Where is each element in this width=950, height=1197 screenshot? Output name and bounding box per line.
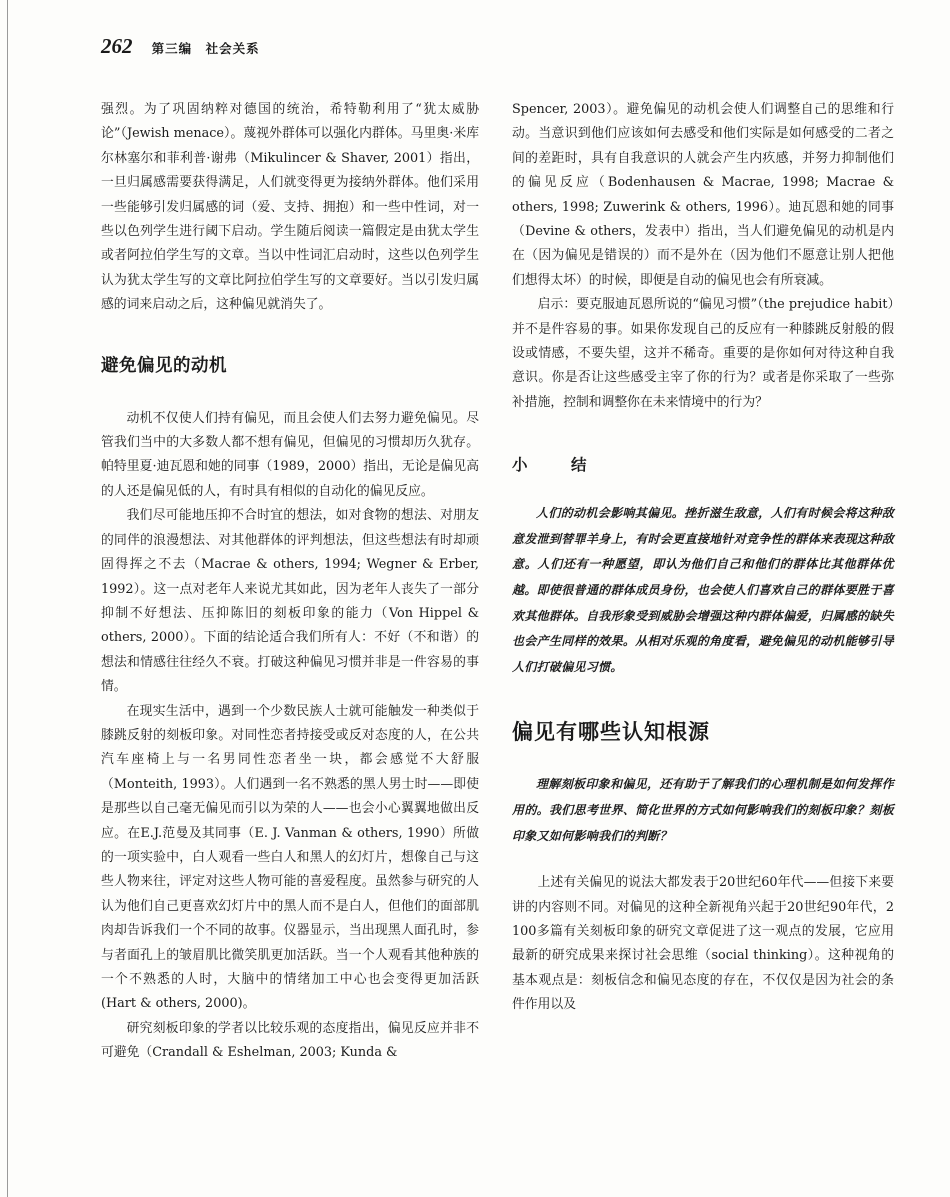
section-intro-text: 理解刻板印象和偏见，还有助于了解我们的心理机制是如何发挥作用的。我们思考世界、简化世界的方式如何影响我们的刻板印象？刻板印象又如何影响我们的判断？ [512, 777, 894, 843]
left-paragraph-4: 在现实生活中，遇到一个少数民族人士就可能触发一种类似于膝跳反射的刻板印象。对同性恋者持接受或反对态度的人，在公共汽车座椅上与一名男同性恋者坐一块，都会感觉不大舒服（Monteith, 1993）。人们遇到一名不熟悉的黑人男士时——即使是那些以自己毫无偏见而引以为荣的人——也会小心翼翼地做出反应。在E.J.范曼及其同事（E. J. Vanman & others, 1990）所做的一项实验中，白人观看一些白人和黑人的幻灯片，想像自己与这些人物来往，评定对这些人物可能的喜爱程度。虽然参与研究的人认为他们自己更喜欢幻灯片中的黑人而不是白人，但他们的面部肌肉却告诉我们一个不同的故事。仪器显示，当出现黑人面孔时，参与者面孔上的皱眉肌比微笑肌更加活跃。当一个人观看其他种族的一个不熟悉的人时，大脑中的情绪加工中心也会变得更加活跃(Hart & others, 2000)。 [101, 703, 479, 1012]
left-paragraph-1: 强烈。为了巩固纳粹对德国的统治，希特勒利用了“犹太威胁论”（Jewish menace）。蔑视外群体可以强化内群体。马里奥·米库尔林塞尔和菲利普·谢弗（Mikulincer & Shaver, 2001）指出，一旦归属感需要获得满足，人们就变得更为接纳外群体。他们采用一些能够引发归属感的词（爱、支持、拥抱）和一些中性词，对一些以色列学生进行阈下启动。学生随后阅读一篇假定是由犹太学生或者阿拉伯学生写的文章。当以中性词汇启动时，这些以色列学生认为犹太学生写的文章比阿拉伯学生写的文章要好。当以引发归属感的词来启动之后，这种偏见就消失了。 [101, 102, 479, 313]
section-heading-cognitive: 偏见有哪些认知根源 [512, 720, 710, 745]
right-paragraph-1: Spencer, 2003）。避免偏见的动机会使人们调整自己的思维和行动。当意识到他们应该如何去感受和他们实际是如何感受的二者之间的差距时，具有自我意识的人就会产生内疚感，并努力抑制他们的偏见反应（Bodenhausen & Macrae, 1998; Macrae & others, 1998; Zuwerink & others, 1996）。迪瓦恩和她的同事（Devine & others，发表中）指出，当人们避免偏见的动机是内在（因为偏见是错误的）而不是外在（因为他们不愿意让别人把他们想得太坏）的时候，即便是自动的偏见也会有所衰减。 [512, 102, 894, 288]
right-paragraph-3: 上述有关偏见的说法大都发表于20世纪60年代——但接下来要讲的内容则不同。对偏见的这种全新视角兴起于20世纪90年代，2 100多篇有关刻板印象的研究文章促进了这一观点的发展，它应用最新的研究成果来探讨社会思维（social thinking）。这种视角的基本观点是：刻板信念和偏见态度的存在，不仅仅是因为社会的条件作用以及 [512, 875, 894, 1013]
right-paragraph-2: 启示：要克服迪瓦恩所说的“偏见习惯”（the prejudice habit）并不是件容易的事。如果你发现自己的反应有一种膝跳反射般的假设或情感，不要失望，这并不稀奇。重要的是你如何对待这种自我意识。你是否让这些感受主宰了你的行为？或者是你采取了一些弥补措施，控制和调整你在未来情境中的行为？ [512, 297, 894, 410]
page-number: 262 [101, 34, 133, 58]
left-column [101, 98, 479, 1066]
page-edge-line [7, 0, 8, 1197]
running-head: 第三编 社会关系 [151, 41, 260, 56]
page-header [101, 34, 901, 58]
summary-text: 人们的动机会影响其偏见。挫折滋生敌意，人们有时候会将这种敌意发泄到替罪羊身上，有时会更直接地针对竞争性的群体来表现这种敌意。人们还有一种愿望，即认为他们自己和他们的群体比其他群体优越。即使很普通的群体成员身份，也会使人们喜欢自己的群体要胜于喜欢其他群体。自我形象受到威胁会增强这种内群体偏爱，归属感的缺失也会产生同样的效果。从相对乐观的角度看，避免偏见的动机能够引导人们打破偏见习惯。 [512, 506, 894, 674]
left-paragraph-5: 研究刻板印象的学者以比较乐观的态度指出，偏见反应并非不可避免（Crandall & Eshelman, 2003; Kunda & [101, 1020, 479, 1061]
left-paragraph-3: 我们尽可能地压抑不合时宜的想法，如对食物的想法、对朋友的同伴的浪漫想法、对其他群体的评判想法，但这些想法有时却顽固得挥之不去（Macrae & others, 1994; Wegner & Erber, 1992）。这一点对老年人来说尤其如此，因为老年人丧失了一部分抑制不好想法、压抑陈旧的刻板印象的能力（Von Hippel & others, 2000）。下面的结论适合我们所有人：不好（不和谐）的想法和情感往往经久不衰。打破这种偏见习惯并非是一件容易的事情。 [101, 508, 479, 695]
section-heading-motivation: 避免偏见的动机 [101, 355, 227, 376]
summary-title: 小 结 [512, 456, 601, 475]
left-paragraph-2: 动机不仅使人们持有偏见，而且会使人们去努力避免偏见。尽管我们当中的大多数人都不想有偏见，但偏见的习惯却历久犹存。帕特里夏·迪瓦恩和她的同事（1989，2000）指出，无论是偏见高的人还是偏见低的人，有时具有相似的自动化的偏见反应。 [101, 410, 479, 499]
right-column [512, 98, 894, 1018]
